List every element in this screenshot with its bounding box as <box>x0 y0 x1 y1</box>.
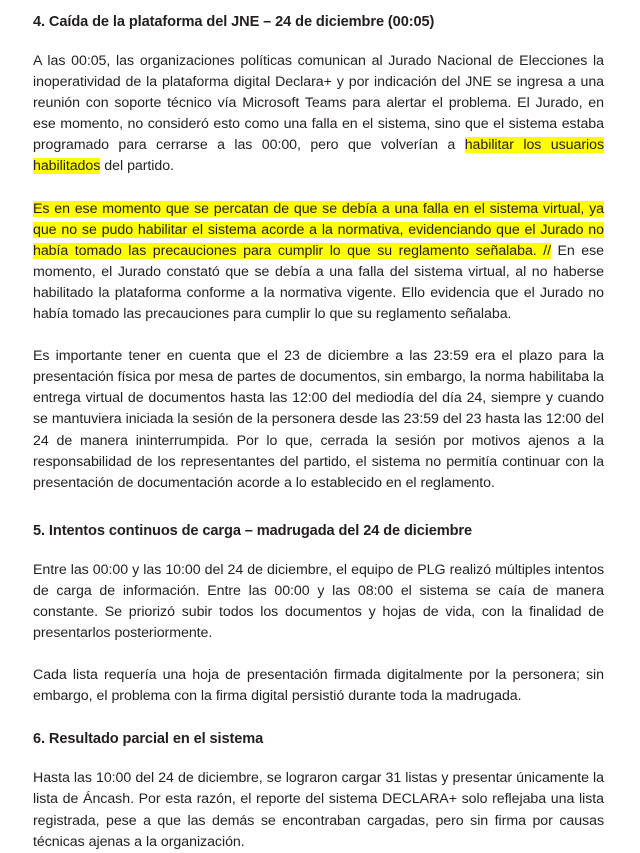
highlighted-text: habilitar los usuarios habilitados <box>33 137 604 175</box>
spacer <box>33 32 604 51</box>
highlighted-text: Es en ese momento que se percatan de que se debía a una falla en el sistema virtual, ya que no se pudo habilitar el sistema acorde a la normativa, evidenciando que el Jurado no había tomado las precauciones para cumplir lo que su reglamento señalaba. // <box>33 200 604 259</box>
paragraph-4-1: A las 00:05, las organizaciones políticas comunican al Jurado Nacional de Elecciones la inoperatividad de la plataforma digital Declara+ y por indicación del JNE se ingresa a una reunión con soporte técnico vía Microsoft Teams para alertar el problema. El Jurado, en ese momento, no consideró esto como una falla en el sistema, sino que el sistema estaba programado para cerrarse a las 00:00, pero que volverían a habilitar los usuarios habilitados del partido. <box>33 53 604 175</box>
spacer <box>33 749 604 768</box>
paragraph-5-2: Cada lista requería una hoja de presentación firmada digitalmente por la personera; sin embargo, el problema con la firma digital persistió durante toda la madrugada. <box>33 667 604 705</box>
spacer <box>33 541 604 560</box>
paragraph-4-3: Es importante tener en cuenta que el 23 de diciembre a las 23:59 era el plazo para la presentación física por mesa de partes de documentos, sin embargo, la norma habilitaba la entrega virtual de documentos hasta las 12:00 del mediodía del día 24, siempre y cuando se mantuviera iniciada la sesión de la personera desde las 23:59 del 23 hasta las 12:00 del 24 de manera ininterrumpida. Por lo que, cerrada la sesión por motivos ajenos a la responsabilidad de los representantes del partido, el sistema no permitía continuar con la presentación de documentación acorde a lo establecido en el reglamento. <box>33 348 604 491</box>
spacer <box>33 494 604 521</box>
spacer <box>33 325 604 346</box>
spacer <box>33 707 604 729</box>
section-heading-4: 4. Caída de la plataforma del JNE – 24 de diciembre (00:05) <box>33 14 435 30</box>
paragraph-5-1: Entre las 00:00 y las 10:00 del 24 de diciembre, el equipo de PLG realizó múltiples intentos de carga de información. Entre las 00:00 y las 08:00 el sistema se caía de manera constante. Se priorizó subir todos los documentos y hojas de vida, con la finalidad de presentarlos posteriormente. <box>33 561 604 642</box>
section-heading-6: 6. Resultado parcial en el sistema <box>33 731 264 748</box>
spacer <box>33 644 604 665</box>
spacer <box>33 178 604 199</box>
paragraph-4-2: Es en ese momento que se percatan de que se debía a una falla en el sistema virtual, ya que no se pudo habilitar el sistema acorde a la normativa, evidenciando que el Jurado no había tomado las precauciones para cumplir lo que su reglamento señalaba. // En ese momento, el Jurado constató que se debía a una falla del sistema virtual, al no haberse habilitado la plataforma conforme a la normativa vigente. Ello evidencia que el Jurado no había tomado las precauciones para cumplir lo que su reglamento señalaba. <box>33 200 604 323</box>
document-body <box>33 0 604 853</box>
paragraph-6-1: Hasta las 10:00 del 24 de diciembre, se lograron cargar 31 listas y presentar únicamente la lista de Áncash. Por esta razón, el reporte del sistema DECLARA+ solo reflejaba una lista registrada, pese a que las demás se encontraban cargadas, pero sin firma por causas técnicas ajenas a la organización. <box>33 770 604 850</box>
section-heading-5: 5. Intentos continuos de carga – madrugada del 24 de diciembre <box>33 522 473 539</box>
